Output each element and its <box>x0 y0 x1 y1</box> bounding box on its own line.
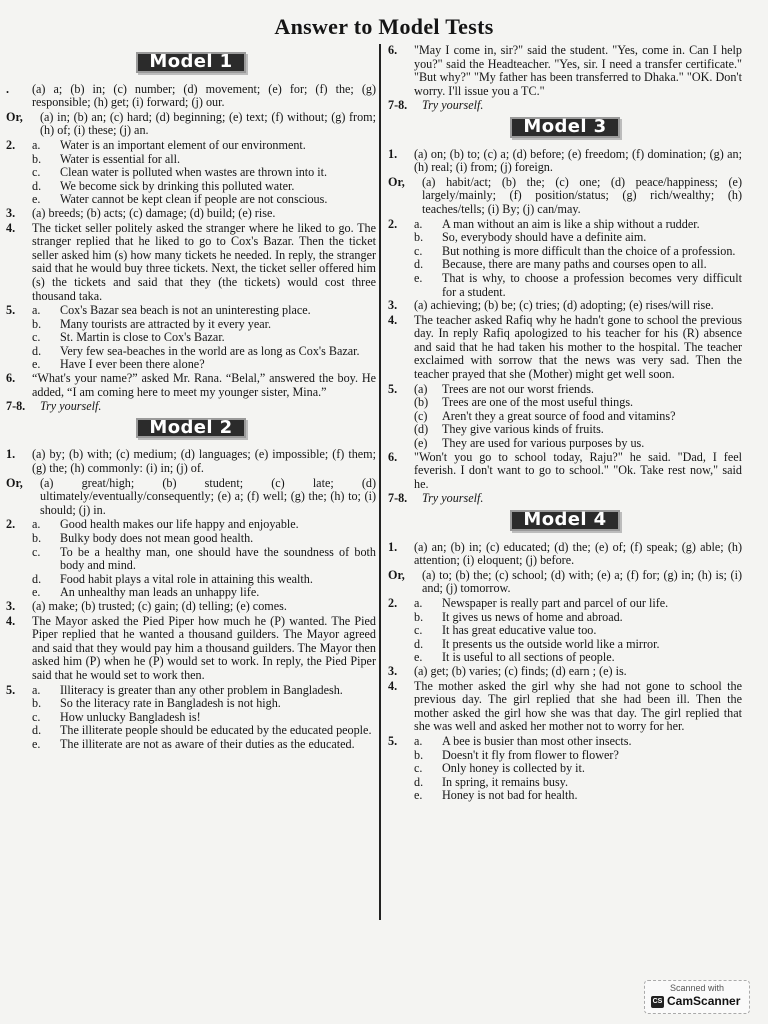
answer-subitem <box>32 345 376 359</box>
answer-subitem <box>32 586 376 600</box>
subitem-text: How unlucky Bangladesh is! <box>60 709 201 724</box>
subitem-text: Doesn't it fly from flower to flower? <box>442 747 619 762</box>
answer-subitem <box>32 573 376 587</box>
subitem-letter: (d) <box>414 422 429 437</box>
try-yourself-text: Try yourself. <box>40 399 102 414</box>
answer-subitem <box>414 789 742 803</box>
subitem-letter: c. <box>32 330 41 345</box>
answer-text: The Mayor asked the Pied Piper how much he (P) wanted. The Pied Piper replied that he wanted a thousand guilders. The Mayor agreed and said that they would pay him a thousand guilders. The Mayor then asked him (P) when he (P) would set to work. In reply, the Pied Piper said that he would set to work then. <box>32 613 376 682</box>
subitem-text: Illiteracy is greater than any other problem in Bangladesh. <box>60 682 343 697</box>
answer-subitem <box>414 776 742 790</box>
answer-subitem <box>32 724 376 738</box>
answer-item <box>388 569 742 596</box>
camscanner-logo-icon: CS <box>651 996 664 1008</box>
subitem-letter: (a) <box>414 381 428 396</box>
subitem-text: Water is an important element of our environment. <box>60 137 306 152</box>
subitem-letter: c. <box>32 165 41 180</box>
answer-text: (a) breeds; (b) acts; (c) damage; (d) build; (e) rise. <box>32 205 276 220</box>
answer-item <box>388 680 742 734</box>
subitem-letter: d. <box>32 178 42 193</box>
subitem-letter: b. <box>32 531 42 545</box>
question-number: Or, <box>388 567 405 582</box>
answer-subitem <box>414 624 742 638</box>
answer-item <box>388 299 742 313</box>
subitem-letter: (c) <box>414 408 428 423</box>
subitem-letter: d. <box>32 571 42 586</box>
subitem-letter: c. <box>414 761 423 776</box>
subitem-letter: e. <box>414 270 423 285</box>
answer-subitem <box>32 738 376 752</box>
answer-item <box>388 176 742 217</box>
question-number: 4. <box>6 220 16 235</box>
answer-subitem <box>414 651 742 665</box>
subitem-text: In spring, it remains busy. <box>442 774 568 789</box>
subitem-text: Newspaper is really part and parcel of our life. <box>442 595 669 610</box>
page-title: Answer to Model Tests <box>274 14 494 39</box>
model-heading: Model 2 <box>136 418 245 439</box>
subitem-text: So, everybody should have a definite aim. <box>442 230 647 245</box>
answer-subitem <box>414 383 742 397</box>
answer-subitem <box>414 749 742 763</box>
left-column: Model 1 . (a) a; (b) in; (c) number; (d) movement; (e) for; (f) the; (g) responsible; (h) get; (i) forward; (j) our. Or, (a) in; (b) an; (c) hard; (d) beginning; (e) text; (f) without; (g) from; (h) of; (i) these; (j) an. 2. a. Water is an important element of our environment. b. Water is essential for all. c. Clean water is polluted when wastes are thrown into it. d. We become sick by drinking this polluted water. e. Water cannot be kept clean if people are not conscious. 3. (a) breeds; (b) acts; (c) damage; (d) build; (e) rise. 4. The ticket seller politely asked the stranger where he liked to go. The stranger replied that he liked to go to Cox's Bazar. Then the ticket seller asked him (s) how many tickets he needed. In reply, the stranger said that he would buy three tickets. Next, the ticket seller offered him (s) the tickets and said that they (the tickets) would cost three thousand taka. 5. a. Cox's Bazar sea beach is not an uninteresting place. b. Many tourists are attracted by it every year. c. St. Martin is close to Cox's Bazar. d. Very few sea-beaches in the world are as long as Cox's Bazar. e. Have I ever been there alone? 6. “What's your name?” asked Mr. Rana. “Belal,” answered the boy. He added, “I am coming here to meet my younger sister, Mina.” 7-8. Try yourself. Model 2 1. (a) by; (b) with; (c) medium; (d) languages; (e) impossible; (f) them; (g) the; (h) commonly: (i) in; (j) of. Or, (a) great/high; (b) student; (c) late; (d) ultimately/eventually/consequently; (e) a; (f) well; (g) the; (h) to; (i) should; (j) in. 2. a. Good health makes our life happy and enjoyable. b. Bulky body does not mean good health. c. To be a healthy man, one should have the soundness of both body and mind. d. Food habit plays a vital role in attaining this wealth. e. An unhealthy man leads an unhappy life. 3. (a) make; (b) trusted; (c) gain; (d) telling; (e) comes. 4. The Mayor asked the Pied Piper how much he (P) wanted. The Pied Piper replied that he wanted a thousand guilders. The Mayor agreed and said that they would pay him a thousand guilders. The Mayor then asked him (P) when he (P) would set to work. In reply, the Pied Piper said that he would set to work then. 5. a. Illiteracy is greater than any other problem in Bangladesh. b. So the literacy rate in Bangladesh is not high. c. How unlucky Bangladesh is! d. The illiterate people should be educated by the educated people. e. The illiterate are not as aware of their duties as the educated. <box>6 51 376 751</box>
answer-text: "May I come in, sir?" said the student. "Yes, come in. Can I help you?" said the Headteacher. "Yes, sir. I need a transfer certificate." "But why?" "My father has been transferred to Dhaka." "OK. Don't worry. I'll issue you a TC." <box>414 43 742 98</box>
answer-item <box>388 44 742 98</box>
subitem-letter: d. <box>414 774 424 789</box>
subitem-text: Cox's Bazar sea beach is not an uninteresting place. <box>60 303 311 318</box>
subitem-letter: e. <box>32 585 41 600</box>
subitem-letter: d. <box>32 723 42 738</box>
question-number: Or, <box>388 174 405 189</box>
subitem-text: They give various kinds of fruits. <box>442 422 604 437</box>
subitem-letter: (b) <box>414 395 429 410</box>
subitem-letter: a. <box>414 216 423 231</box>
try-yourself-row <box>6 400 376 414</box>
model-heading: Model 3 <box>510 117 619 138</box>
subitem-letter: a. <box>414 595 423 610</box>
question-number: Or, <box>6 475 23 490</box>
subitem-letter: b. <box>32 151 42 166</box>
subitem-text: Bulky body does not mean good health. <box>60 531 254 545</box>
column-divider <box>379 44 381 920</box>
subitem-text: We become sick by drinking this polluted water. <box>60 178 295 193</box>
question-number: 4. <box>388 678 398 693</box>
subitem-text: Honey is not bad for health. <box>442 788 578 803</box>
subitem-text: Many tourists are attracted by it every year. <box>60 316 272 331</box>
subitem-letter: b. <box>414 747 424 762</box>
subitem-text: Aren't they a great source of food and vitamins? <box>442 408 676 423</box>
question-number: 3. <box>6 598 16 613</box>
subitem-letter: e. <box>414 650 423 665</box>
answer-subitem <box>32 518 376 532</box>
answer-subitem <box>414 597 742 611</box>
question-number: . <box>6 81 10 96</box>
subitem-letter: a. <box>32 137 41 152</box>
subitem-letter: b. <box>414 609 424 624</box>
answer-item <box>6 448 376 475</box>
subitem-text: That is why, to choose a profession becomes very difficult for a student. <box>442 270 742 299</box>
subitem-text: Only honey is collected by it. <box>442 761 585 776</box>
question-number: 4. <box>6 613 16 628</box>
subitem-letter: (e) <box>414 436 428 451</box>
subitem-text: They are used for various purposes by us. <box>442 436 645 451</box>
answer-subitem <box>32 684 376 698</box>
subitem-text: Trees are not our worst friends. <box>442 381 594 396</box>
answer-item <box>6 222 376 304</box>
right-column: 6. "May I come in, sir?" said the student. "Yes, come in. Can I help you?" said the Headteacher. "Yes, sir. I need a transfer certificate." "But why?" "My father has been transferred to Dhaka." "OK. Don't worry. I'll issue you a TC." 7-8. Try yourself. Model 3 1. (a) on; (b) to; (c) a; (d) before; (e) freedom; (f) domination; (g) an; (h) real; (i) from; (j) foreign. Or, (a) habit/act; (b) the; (c) one; (d) peace/happiness; (e) largely/mainly; (f) position/status; (g) rich/wealthy; (h) teaches/tells; (i) By; (j) can/may. 2. a. A man without an aim is like a ship without a rudder. b. So, everybody should have a definite aim. c. But nothing is more difficult than the choice of a profession. d. Because, there are many paths and courses open to all. e. That is why, to choose a profession becomes very difficult for a student. 3. (a) achieving; (b) be; (c) tries; (d) adopting; (e) rises/will rise. 4. The teacher asked Rafiq why he hadn't gone to school the previous day. In reply Rafiq apologized to his teacher for his (R) absence and said that he had taken his mother to the hospital. The teacher exclaimed with sorrow that the news was very sad. Then the teacher prayed that she (Mother) might get well soon. 5. (a) Trees are not our worst friends. (b) Trees are one of the most useful things. (c) Aren't they a great source of food and vitamins? (d) They give various kinds of fruits. (e) They are used for various purposes by us. 6. "Won't you go to school today, Raju?" he said. "Dad, I feel feverish. I don't want to go to school." "Ok. Take rest now," said he. 7-8. Try yourself. Model 4 1. (a) an; (b) in; (c) educated; (d) the; (e) of; (f) speak; (g) able; (h) attention; (i) eloquent; (j) before. Or, (a) to; (b) the; (c) school; (d) with; (e) a; (f) for; (g) in; (h) is; (i) and; (j) tomorrow. 2. a. Newspaper is really part and parcel of our life. b. It gives us news of home and abroad. c. It has great educative value too. d. It presents us the outside world like a mirror. e. It is useful to all sections of people. 3. (a) get; (b) varies; (c) finds; (d) earn ; (e) is. 4. The mother asked the girl why she had not gone to school the previous day. The girl replied that she had been ill. Then the mother asked the girl how she was that day. The girl replied that she was well and asked her mother not to worry for her. 5. a. A bee is busier than most other insects. b. Doesn't it fly from flower to flower? c. Only honey is collected by it. d. In spring, it remains busy. e. Honey is not bad for health. <box>388 43 742 803</box>
answer-item <box>388 314 742 382</box>
subitem-letter: b. <box>414 230 424 245</box>
question-number: 7-8. <box>388 491 408 506</box>
answer-item <box>388 541 742 568</box>
subitem-text: The illiterate are not as aware of their duties as the educated. <box>60 736 355 751</box>
answer-subitem <box>414 410 742 424</box>
answer-text: The teacher asked Rafiq why he hadn't gone to school the previous day. In reply Rafiq apologized to his teacher for his (R) absence and said that he had taken his mother to the hospital. The teacher exclaimed with sorrow that the news was very sad. Then the teacher prayed that she (Mother) might get well soon. <box>414 312 742 382</box>
answer-subitem <box>414 245 742 259</box>
question-number: Or, <box>6 109 23 124</box>
answer-subitem <box>414 218 742 232</box>
answer-subitem <box>414 396 742 410</box>
subitem-letter: e. <box>32 357 41 372</box>
answer-item <box>6 372 376 399</box>
model-heading: Model 4 <box>510 510 619 531</box>
subitem-text: Good health makes our life happy and enjoyable. <box>60 517 299 532</box>
subitem-text: Because, there are many paths and courses open to all. <box>442 257 707 272</box>
try-yourself-text: Try yourself. <box>422 98 484 113</box>
answer-item <box>388 665 742 679</box>
subitem-letter: a. <box>32 303 41 318</box>
subitem-text: A man without an aim is like a ship without a rudder. <box>442 216 700 231</box>
subitem-text: So the literacy rate in Bangladesh is not high. <box>60 696 281 711</box>
subitem-letter: c. <box>32 544 41 559</box>
answer-subitem <box>32 180 376 194</box>
answer-subitem <box>414 272 742 299</box>
answer-text: “What's your name?” asked Mr. Rana. “Belal,” answered the boy. He added, “I am coming here to meet my younger sister, Mina.” <box>32 371 376 399</box>
subitem-text: An unhealthy man leads an unhappy life. <box>60 585 260 600</box>
answer-subitem <box>414 638 742 652</box>
answer-text: (a) achieving; (b) be; (c) tries; (d) adopting; (e) rises/will rise. <box>414 298 714 313</box>
subitem-text: Trees are one of the most useful things. <box>442 395 634 410</box>
answer-text: (a) to; (b) the; (c) school; (d) with; (e) a; (f) for; (g) in; (h) is; (i) and; (j) tomorrow. <box>422 567 742 596</box>
answer-subitem <box>32 166 376 180</box>
subitem-text: To be a healthy man, one should have the soundness of both body and mind. <box>60 544 376 573</box>
answer-subitem <box>414 231 742 245</box>
subitem-text: Have I ever been there alone? <box>60 357 205 372</box>
answer-subitem <box>414 762 742 776</box>
answer-text: (a) get; (b) varies; (c) finds; (d) earn ; (e) is. <box>414 663 627 678</box>
answer-text: (a) an; (b) in; (c) educated; (d) the; (e) of; (f) speak; (g) able; (h) attention; (i) eloquent; (j) before. <box>414 539 742 568</box>
subitem-letter: c. <box>414 623 423 638</box>
answer-text: (a) great/high; (b) student; (c) late; (d) ultimately/eventually/consequently; (e) a; (f) well; (g) the; (h) to; (i) should; (j) in. <box>40 475 376 517</box>
subitem-letter: a. <box>32 682 41 697</box>
model-heading: Model 1 <box>136 52 245 73</box>
answer-subitem <box>414 258 742 272</box>
answer-text: (a) on; (b) to; (c) a; (d) before; (e) freedom; (f) domination; (g) an; (h) real; (i) from; (j) foreign. <box>414 146 742 175</box>
question-number: 3. <box>388 663 398 678</box>
answer-item <box>6 600 376 614</box>
subitem-text: It has great educative value too. <box>442 623 597 638</box>
question-number: 1. <box>388 539 398 554</box>
answer-subitem <box>32 697 376 711</box>
answer-subitem <box>32 318 376 332</box>
subitem-text: But nothing is more difficult than the choice of a profession. <box>442 243 736 258</box>
question-number: 3. <box>388 298 398 313</box>
subitem-text: It presents us the outside world like a mirror. <box>442 636 660 651</box>
question-number: 7-8. <box>6 399 26 414</box>
answer-item <box>6 207 376 221</box>
watermark-brand: CamScanner <box>667 994 741 1008</box>
subitem-letter: e. <box>414 788 423 803</box>
answer-subitem <box>32 193 376 207</box>
answer-text: (a) a; (b) in; (c) number; (d) movement; (e) for; (f) the; (g) responsible; (h) get; (i) forward; (j) our. <box>32 81 376 110</box>
subitem-text: It is useful to all sections of people. <box>442 650 615 665</box>
answer-subitem <box>414 423 742 437</box>
subitem-letter: d. <box>32 343 42 358</box>
subitem-letter: a. <box>414 733 423 748</box>
subitem-text: Very few sea-beaches in the world are as long as Cox's Bazar. <box>60 343 360 358</box>
question-number: 6. <box>6 371 16 386</box>
answer-text: The ticket seller politely asked the stranger where he liked to go. The stranger replied that he liked to go to Cox's Bazar. Then the ticket seller asked him (s) how many tickets he needed. In reply, the stranger said that he would buy three tickets. Next, the ticket seller offered him (s) the tickets and said that they (the tickets) would cost three thousand taka. <box>32 220 376 303</box>
answer-subitem <box>414 611 742 625</box>
camscanner-watermark <box>644 980 750 1014</box>
answer-text: (a) make; (b) trusted; (c) gain; (d) telling; (e) comes. <box>32 598 287 613</box>
question-number: 1. <box>6 447 16 462</box>
answer-subitem <box>32 546 376 573</box>
subitem-text: St. Martin is close to Cox's Bazar. <box>60 330 225 345</box>
answer-item <box>6 83 376 110</box>
answer-subitem <box>414 735 742 749</box>
try-yourself-row <box>388 492 742 506</box>
answer-item <box>388 451 742 492</box>
subitem-letter: c. <box>32 709 41 724</box>
answer-item <box>6 477 376 518</box>
answer-text: (a) in; (b) an; (c) hard; (d) beginning; (e) text; (f) without; (g) from; (h) of; (i) these; (j) an. <box>40 109 376 138</box>
watermark-caption: Scanned with <box>669 983 725 993</box>
subitem-letter: b. <box>32 316 42 331</box>
subitem-letter: a. <box>32 517 41 532</box>
subitem-letter: d. <box>414 636 424 651</box>
answer-subitem <box>32 532 376 546</box>
subitem-letter: b. <box>32 696 42 711</box>
subitem-text: Water is essential for all. <box>60 151 181 166</box>
answer-subitem <box>32 711 376 725</box>
subitem-text: The illiterate people should be educated by the educated people. <box>60 723 372 738</box>
answer-text: (a) habit/act; (b) the; (c) one; (d) peace/happiness; (e) largely/mainly; (f) position/status; (g) rich/wealthy; (h) teaches/tells; (i) By; (j) can/may. <box>422 174 742 216</box>
subitem-text: Clean water is polluted when wastes are thrown into it. <box>60 165 328 180</box>
answer-subitem <box>32 304 376 318</box>
subitem-text: Food habit plays a vital role in attaining this wealth. <box>60 571 313 586</box>
answer-subitem <box>32 153 376 167</box>
question-number: 6. <box>388 449 398 464</box>
try-yourself-row <box>388 99 742 113</box>
answer-subitem <box>32 331 376 345</box>
subitem-letter: e. <box>32 192 41 207</box>
answer-item <box>6 111 376 138</box>
subitem-text: A bee is busier than most other insects. <box>442 733 632 748</box>
question-number: 1. <box>388 146 398 161</box>
answer-item <box>388 148 742 175</box>
subitem-letter: c. <box>414 243 423 258</box>
answer-text: The mother asked the girl why she had not gone to school the previous day. The girl replied that she had been ill. Then the mother asked the girl how she was that day. The girl replied that she was well and asked her mother not to worry for her. <box>414 678 742 734</box>
subitem-text: It gives us news of home and abroad. <box>442 609 623 624</box>
answer-text: "Won't you go to school today, Raju?" he said. "Dad, I feel feverish. I don't want to go to school." "Ok. Take rest now," said he. <box>414 449 742 491</box>
try-yourself-text: Try yourself. <box>422 491 484 506</box>
subitem-text: Water cannot be kept clean if people are not conscious. <box>60 192 328 207</box>
answer-text: (a) by; (b) with; (c) medium; (d) languages; (e) impossible; (f) them; (g) the; (h) commonly: (i) in; (j) of. <box>32 447 376 476</box>
answer-subitem <box>32 358 376 372</box>
subitem-letter: e. <box>32 736 41 751</box>
subitem-letter: d. <box>414 257 424 272</box>
question-number: 7-8. <box>388 98 408 113</box>
answer-subitem <box>32 139 376 153</box>
question-number: 4. <box>388 312 398 327</box>
question-number: 6. <box>388 43 398 57</box>
question-number: 3. <box>6 205 16 220</box>
answer-subitem <box>414 437 742 451</box>
answer-item <box>6 615 376 683</box>
